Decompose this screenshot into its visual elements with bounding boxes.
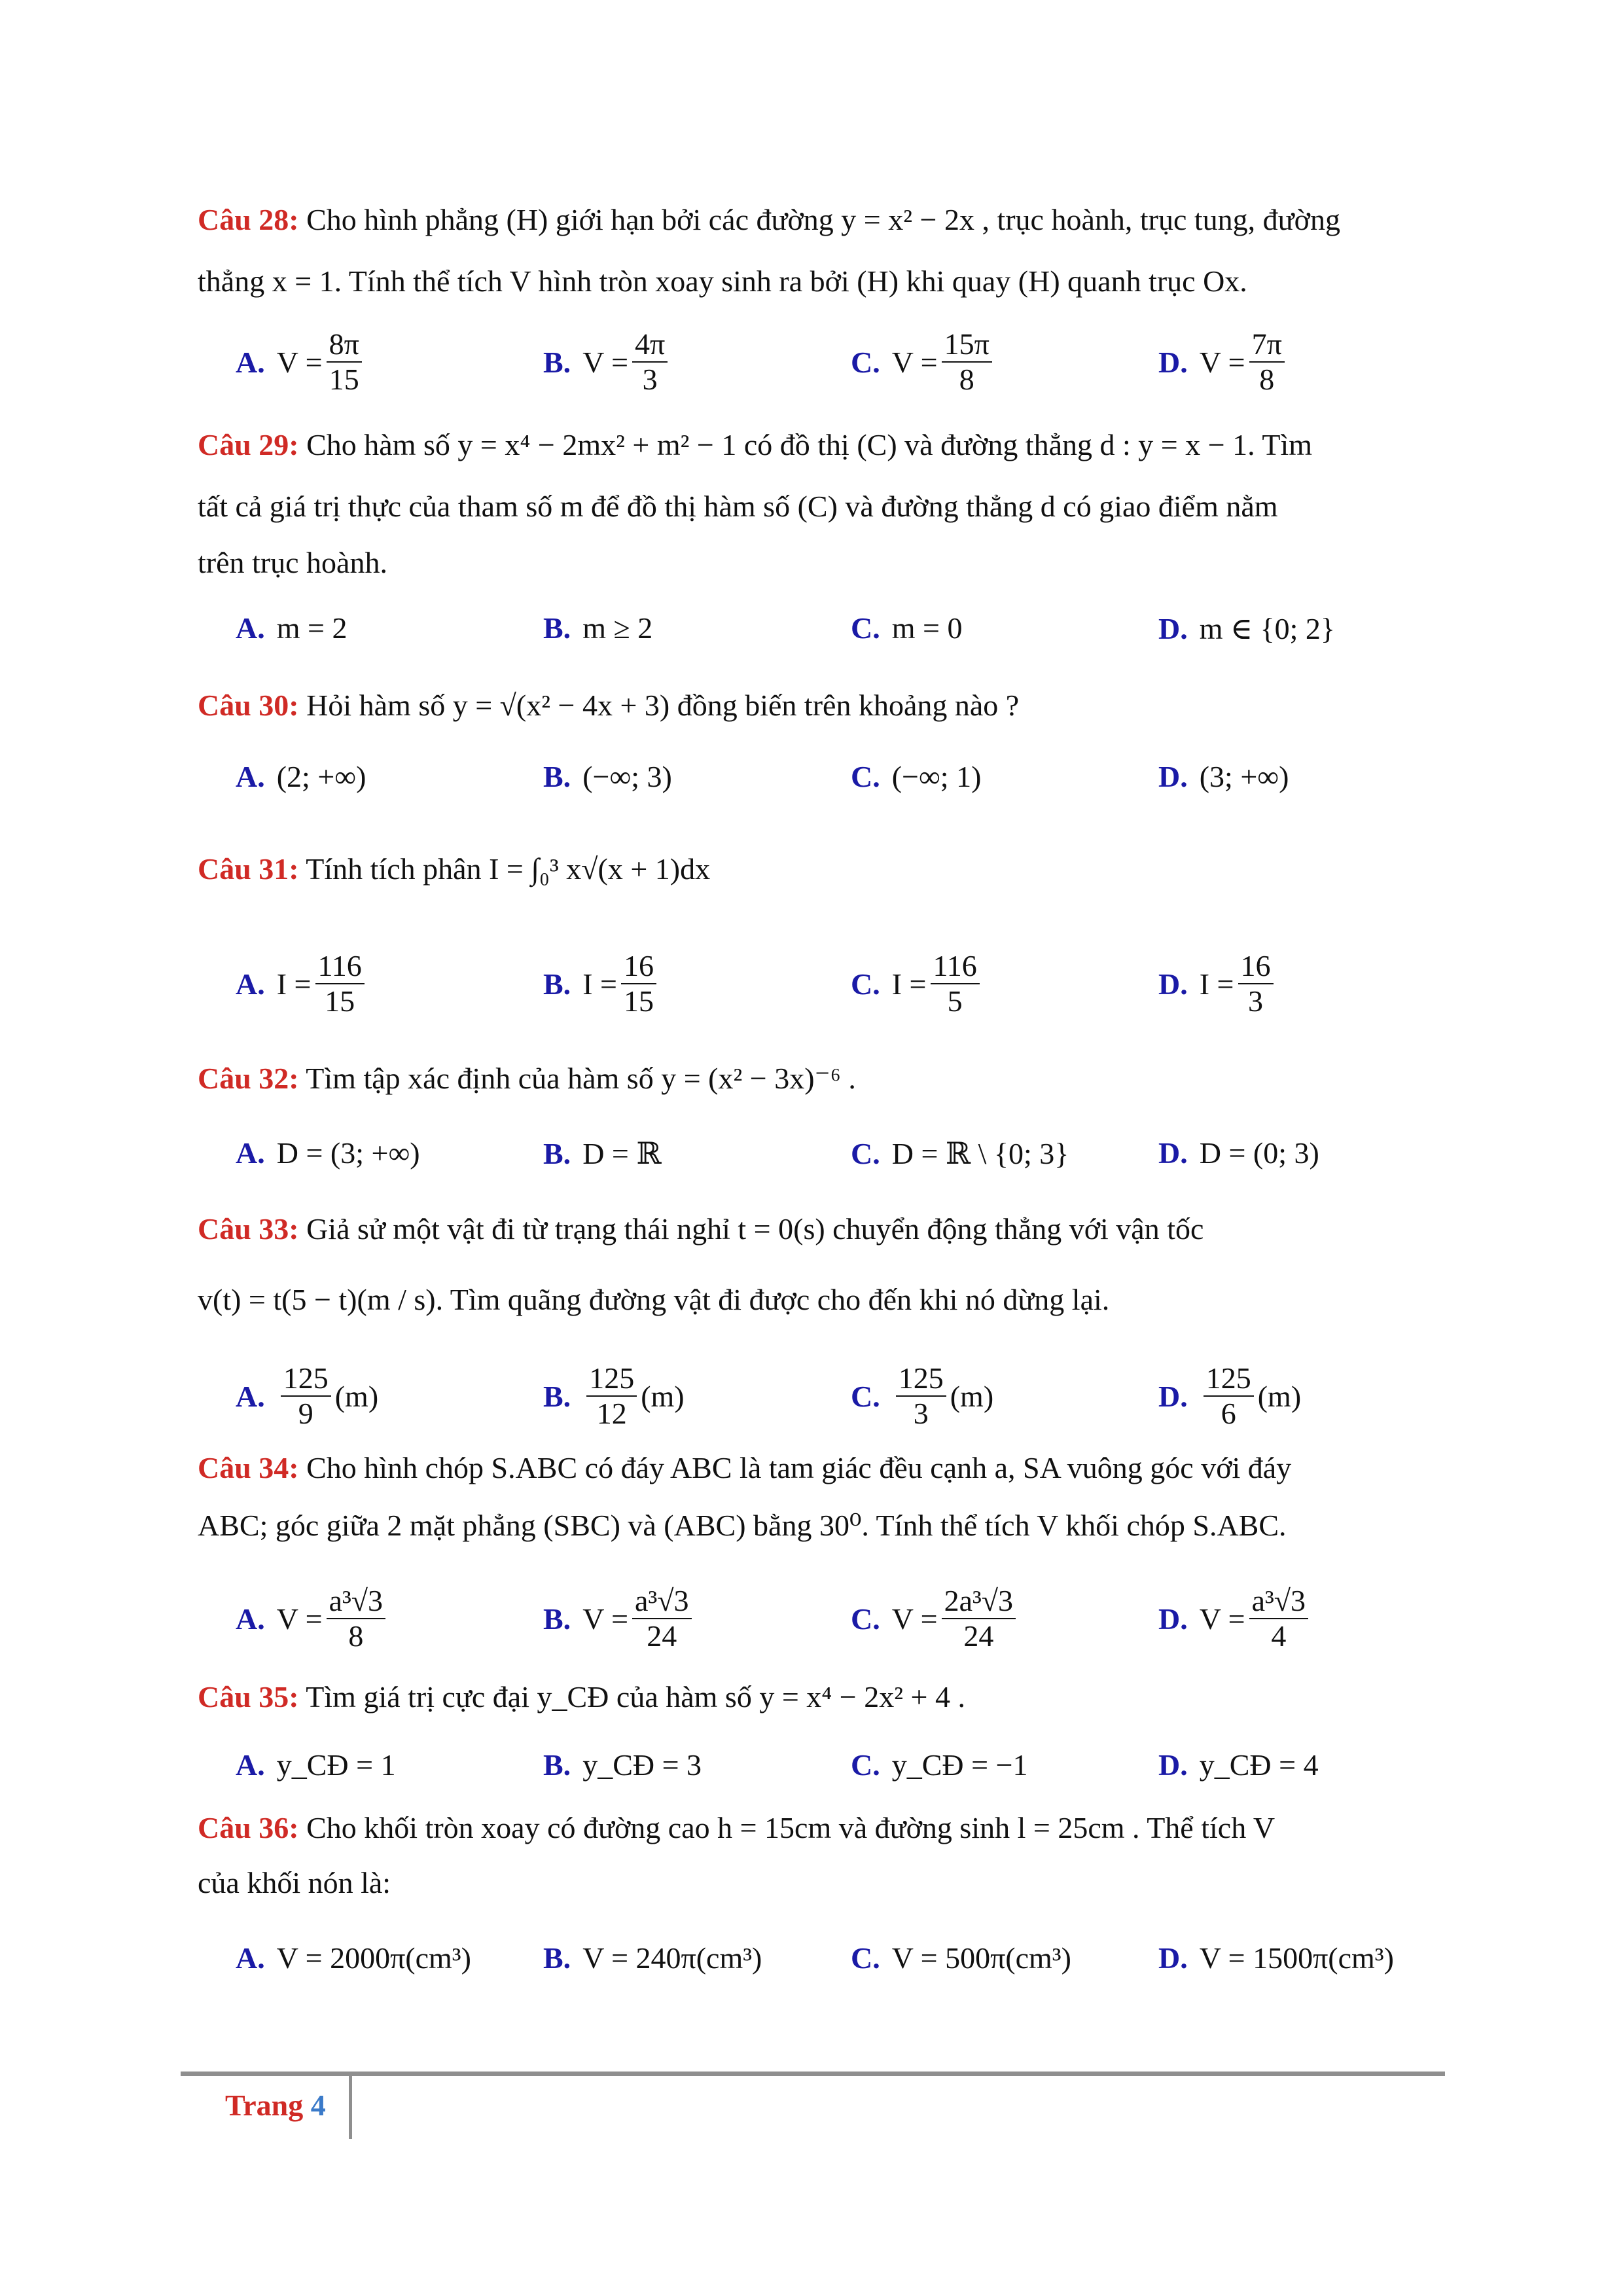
answer-label: C. bbox=[851, 1748, 880, 1782]
denominator: 8 bbox=[348, 1619, 364, 1653]
answer-text: D = ℝ \ {0; 3} bbox=[891, 1137, 1069, 1170]
answer-label: A. bbox=[236, 967, 265, 1001]
page-number: 4 bbox=[310, 2089, 326, 2122]
answer-label: D. bbox=[1158, 345, 1188, 379]
answer-prefix: V = bbox=[582, 1602, 629, 1636]
answer-label: A. bbox=[236, 345, 265, 379]
answer-c[interactable] bbox=[851, 759, 981, 794]
numerator: 116 bbox=[933, 949, 977, 982]
answer-label: A. bbox=[236, 1136, 265, 1170]
answer-a[interactable] bbox=[236, 1941, 471, 1975]
answer-label: C. bbox=[851, 611, 880, 645]
answer-label: A. bbox=[236, 1379, 265, 1413]
fraction bbox=[931, 949, 980, 1018]
numerator: a³√3 bbox=[1251, 1584, 1306, 1617]
fraction bbox=[632, 1584, 691, 1653]
answer-label: C. bbox=[851, 967, 880, 1001]
question-text: Cho hình phẳng (H) giới hạn bởi các đường y = x² − 2x , trục hoành, trục tung, đường bbox=[306, 203, 1340, 236]
denominator: 15 bbox=[623, 984, 654, 1018]
answer-c[interactable] bbox=[851, 1584, 1020, 1653]
answer-prefix: V = bbox=[891, 345, 938, 379]
numerator: 8π bbox=[329, 327, 359, 361]
footer-label: Trang bbox=[225, 2089, 304, 2122]
answer-label: B. bbox=[543, 967, 571, 1001]
answer-c[interactable] bbox=[851, 1941, 1071, 1975]
question-label: Câu 30: bbox=[198, 689, 299, 722]
answer-text: m ∈ {0; 2} bbox=[1199, 612, 1336, 645]
answer-label: C. bbox=[851, 1379, 880, 1413]
question-text: trên trục hoành. bbox=[198, 546, 387, 579]
question-label: Câu 36: bbox=[198, 1811, 299, 1844]
answer-text: (−∞; 1) bbox=[891, 760, 982, 793]
answer-label: D. bbox=[1158, 1136, 1188, 1170]
numerator: a³√3 bbox=[329, 1584, 383, 1617]
answer-d[interactable] bbox=[1158, 1584, 1312, 1653]
question-label: Câu 34: bbox=[198, 1451, 299, 1484]
numerator: a³√3 bbox=[635, 1584, 689, 1617]
answer-label: B. bbox=[543, 1136, 571, 1170]
fraction bbox=[1249, 1584, 1308, 1653]
answer-a[interactable] bbox=[236, 759, 366, 794]
answer-label: C. bbox=[851, 760, 880, 793]
question-text: ABC; góc giữa 2 mặt phẳng (SBC) và (ABC) bằng 30⁰. Tính thể tích V khối chóp S.ABC. bbox=[198, 1509, 1287, 1542]
answer-text: y_CĐ = 1 bbox=[276, 1748, 396, 1782]
answer-label: D. bbox=[1158, 1748, 1188, 1782]
answer-label: A. bbox=[236, 1748, 265, 1782]
answer-prefix: V = bbox=[891, 1602, 938, 1636]
answer-label: C. bbox=[851, 345, 880, 379]
answer-text: m ≥ 2 bbox=[582, 611, 653, 645]
answer-label: A. bbox=[236, 760, 265, 793]
fraction bbox=[327, 327, 362, 397]
fraction bbox=[586, 1361, 637, 1431]
answer-prefix: I = bbox=[582, 967, 617, 1001]
answer-unit: (m) bbox=[334, 1379, 379, 1413]
answer-label: B. bbox=[543, 1748, 571, 1782]
answer-prefix: V = bbox=[276, 345, 323, 379]
answer-text: m = 2 bbox=[276, 611, 348, 645]
answer-label: A. bbox=[236, 611, 265, 645]
answer-text: (2; +∞) bbox=[276, 760, 366, 793]
answer-a[interactable] bbox=[236, 611, 347, 645]
answer-a[interactable] bbox=[236, 949, 368, 1018]
answer-label: A. bbox=[236, 1941, 265, 1975]
answer-b[interactable] bbox=[543, 1584, 696, 1653]
question-text: Cho hàm số y = x⁴ − 2mx² + m² − 1 có đồ thị (C) và đường thẳng d : y = x − 1. Tìm bbox=[306, 428, 1313, 461]
answer-prefix: V = bbox=[276, 1602, 323, 1636]
answer-label: D. bbox=[1158, 1379, 1188, 1413]
answer-b[interactable] bbox=[543, 1748, 702, 1782]
answer-c[interactable] bbox=[851, 1361, 993, 1431]
numerator: 125 bbox=[589, 1361, 635, 1395]
answer-label: B. bbox=[543, 760, 571, 793]
answer-label: B. bbox=[543, 1379, 571, 1413]
denominator: 3 bbox=[913, 1397, 929, 1430]
fraction bbox=[632, 327, 668, 397]
question-label: Câu 33: bbox=[198, 1212, 299, 1246]
question-text: Tìm giá trị cực đại y_CĐ của hàm số y = x⁴ − 2x² + 4 . bbox=[306, 1680, 965, 1713]
answer-text: y_CĐ = −1 bbox=[891, 1748, 1028, 1782]
answer-prefix: V = bbox=[582, 345, 629, 379]
fraction bbox=[942, 327, 992, 397]
denominator: 6 bbox=[1221, 1397, 1236, 1430]
fraction bbox=[896, 1361, 946, 1431]
footer-divider bbox=[349, 2073, 352, 2139]
denominator: 8 bbox=[1259, 363, 1275, 396]
answer-label: D. bbox=[1158, 611, 1188, 645]
numerator: 16 bbox=[623, 949, 654, 982]
denominator: 24 bbox=[647, 1619, 677, 1653]
fraction bbox=[327, 1584, 385, 1653]
fraction bbox=[1238, 949, 1274, 1018]
page-footer bbox=[225, 2088, 326, 2123]
answer-d[interactable] bbox=[1158, 759, 1289, 794]
denominator: 3 bbox=[642, 363, 658, 396]
answer-prefix: V = bbox=[1199, 1602, 1245, 1636]
answer-label: D. bbox=[1158, 967, 1188, 1001]
answer-b[interactable] bbox=[543, 949, 660, 1018]
denominator: 12 bbox=[596, 1397, 627, 1430]
numerator: 4π bbox=[635, 327, 666, 361]
answer-b[interactable] bbox=[543, 1361, 685, 1431]
question-text: Tính tích phân I = ∫₀³ x√(x + 1)dx bbox=[306, 852, 711, 886]
answer-b[interactable] bbox=[543, 1136, 662, 1171]
denominator: 15 bbox=[325, 984, 355, 1018]
fraction bbox=[942, 1584, 1016, 1653]
fraction bbox=[621, 949, 656, 1018]
question-label: Câu 32: bbox=[198, 1062, 299, 1095]
answer-text: y_CĐ = 3 bbox=[582, 1748, 702, 1782]
answer-a[interactable] bbox=[236, 327, 366, 397]
answer-label: B. bbox=[543, 1941, 571, 1975]
numerator: 15π bbox=[944, 327, 990, 361]
answer-d[interactable] bbox=[1158, 1748, 1319, 1782]
answer-label: B. bbox=[543, 611, 571, 645]
answer-text: D = ℝ bbox=[582, 1137, 662, 1170]
question-text: thẳng x = 1. Tính thể tích V hình tròn xoay sinh ra bởi (H) khi quay (H) quanh trục Ox. bbox=[198, 264, 1247, 298]
answer-c[interactable] bbox=[851, 1136, 1069, 1171]
answer-text: (−∞; 3) bbox=[582, 760, 672, 793]
answer-unit: (m) bbox=[641, 1379, 685, 1413]
question-text: của khối nón là: bbox=[198, 1866, 391, 1899]
question-label: Câu 35: bbox=[198, 1680, 299, 1713]
answer-d[interactable] bbox=[1158, 611, 1335, 646]
answer-b[interactable] bbox=[543, 759, 672, 794]
answer-c[interactable] bbox=[851, 327, 996, 397]
answer-text: V = 1500π(cm³) bbox=[1199, 1941, 1394, 1975]
answer-prefix: I = bbox=[1199, 967, 1234, 1001]
answer-b[interactable] bbox=[543, 1941, 762, 1975]
answer-label: A. bbox=[236, 1602, 265, 1636]
fraction bbox=[1249, 327, 1285, 397]
numerator: 116 bbox=[317, 949, 362, 982]
answer-label: D. bbox=[1158, 1602, 1188, 1636]
denominator: 15 bbox=[329, 363, 359, 396]
answer-d[interactable] bbox=[1158, 949, 1277, 1018]
answer-label: C. bbox=[851, 1602, 880, 1636]
question-label: Câu 28: bbox=[198, 203, 299, 236]
question-text: v(t) = t(5 − t)(m / s). Tìm quãng đường vật đi được cho đến khi nó dừng lại. bbox=[198, 1283, 1110, 1316]
numerator: 125 bbox=[898, 1361, 944, 1395]
question-text: tất cả giá trị thực của tham số m để đồ thị hàm số (C) và đường thẳng d có giao điểm nằm bbox=[198, 490, 1278, 523]
answer-label: C. bbox=[851, 1941, 880, 1975]
question-text: Giả sử một vật đi từ trạng thái nghỉ t = 0(s) chuyển động thẳng với vận tốc bbox=[306, 1212, 1204, 1246]
answer-prefix: I = bbox=[891, 967, 927, 1001]
answer-label: B. bbox=[543, 1602, 571, 1636]
answer-a[interactable] bbox=[236, 1136, 420, 1170]
answer-text: y_CĐ = 4 bbox=[1199, 1748, 1319, 1782]
answer-unit: (m) bbox=[1257, 1379, 1302, 1413]
denominator: 9 bbox=[298, 1397, 313, 1430]
answer-text: D = (3; +∞) bbox=[276, 1136, 420, 1170]
answer-d[interactable] bbox=[1158, 327, 1289, 397]
denominator: 4 bbox=[1271, 1619, 1287, 1653]
answer-text: D = (0; 3) bbox=[1199, 1136, 1319, 1170]
answer-d[interactable] bbox=[1158, 1941, 1394, 1975]
numerator: 125 bbox=[1205, 1361, 1251, 1395]
denominator: 3 bbox=[1248, 984, 1263, 1018]
answer-text: (3; +∞) bbox=[1199, 760, 1289, 793]
answer-a[interactable] bbox=[236, 1748, 396, 1782]
question-text: Cho khối tròn xoay có đường cao h = 15cm và đường sinh l = 25cm . Thể tích V bbox=[306, 1811, 1275, 1844]
fraction bbox=[315, 949, 365, 1018]
answer-label: D. bbox=[1158, 760, 1188, 793]
answer-text: V = 500π(cm³) bbox=[891, 1941, 1071, 1975]
answer-b[interactable] bbox=[543, 327, 671, 397]
answer-text: m = 0 bbox=[891, 611, 963, 645]
numerator: 16 bbox=[1240, 949, 1271, 982]
answer-label: C. bbox=[851, 1136, 880, 1170]
numerator: 2a³√3 bbox=[944, 1584, 1014, 1617]
footer-rule bbox=[181, 2072, 1445, 2076]
answer-a[interactable] bbox=[236, 1361, 378, 1431]
answer-d[interactable] bbox=[1158, 1136, 1319, 1170]
answer-b[interactable] bbox=[543, 611, 652, 645]
answer-c[interactable] bbox=[851, 611, 962, 645]
denominator: 5 bbox=[947, 984, 963, 1018]
numerator: 125 bbox=[283, 1361, 329, 1395]
question-text: Cho hình chóp S.ABC có đáy ABC là tam giác đều cạnh a, SA vuông góc với đáy bbox=[306, 1451, 1292, 1484]
answer-text: V = 240π(cm³) bbox=[582, 1941, 762, 1975]
answer-unit: (m) bbox=[950, 1379, 994, 1413]
answer-d[interactable] bbox=[1158, 1361, 1301, 1431]
question-label: Câu 31: bbox=[198, 852, 299, 886]
answer-prefix: I = bbox=[276, 967, 312, 1001]
fraction bbox=[1204, 1361, 1254, 1431]
answer-label: D. bbox=[1158, 1941, 1188, 1975]
answer-c[interactable] bbox=[851, 949, 984, 1018]
denominator: 8 bbox=[959, 363, 974, 396]
answer-prefix: V = bbox=[1199, 345, 1245, 379]
answer-a[interactable] bbox=[236, 1584, 389, 1653]
answer-c[interactable] bbox=[851, 1748, 1028, 1782]
question-label: Câu 29: bbox=[198, 428, 299, 461]
answer-label: B. bbox=[543, 345, 571, 379]
numerator: 7π bbox=[1251, 327, 1282, 361]
answer-text: V = 2000π(cm³) bbox=[276, 1941, 471, 1975]
denominator: 24 bbox=[963, 1619, 994, 1653]
question-text: Hỏi hàm số y = √(x² − 4x + 3) đồng biến trên khoảng nào ? bbox=[306, 689, 1020, 722]
question-text: Tìm tập xác định của hàm số y = (x² − 3x)⁻⁶ . bbox=[306, 1062, 856, 1095]
fraction bbox=[281, 1361, 331, 1431]
